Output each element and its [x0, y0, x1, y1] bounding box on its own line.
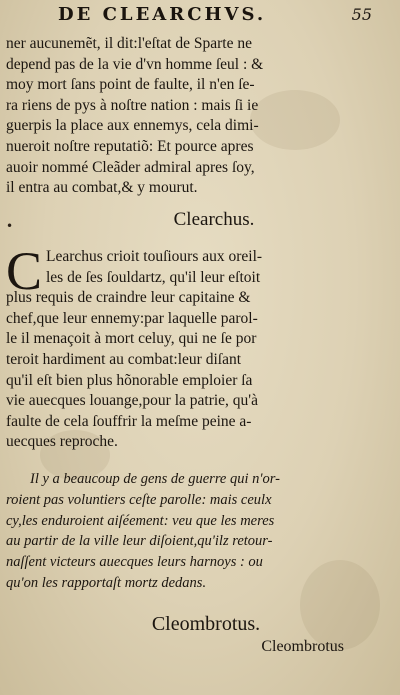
page-number: 55 [351, 5, 372, 24]
ornament-mark: • [6, 219, 14, 233]
text-line: Learchus crioit touſiours aux oreil- [46, 248, 263, 265]
text-line: roient pas voluntiers ceſte parolle: mais ceulx [6, 491, 272, 508]
drop-cap: C [6, 241, 43, 301]
text-line: vie auecques louange,pour la patrie, qu'à [6, 392, 258, 410]
text-line: auoir nommé Cleãder admiral apres ſoy, [6, 158, 255, 176]
page-header [0, 4, 400, 30]
text-line: cy,les enduroient aiſéement: veu que les meres [6, 512, 275, 529]
text-line: Il y a beaucoup de gens de guerre qui n'or- [30, 471, 280, 487]
paragraph-clearchus [6, 241, 346, 453]
running-head: DE CLEARCHVS. [58, 4, 267, 25]
text-line: plus requis de craindre leur capitaine & [6, 289, 251, 307]
text-line: qu'il eſt bien plus hõnorable emploier ſa [6, 371, 253, 389]
text-line: nueroit noſtre reputatiõ: Et pource apres [6, 137, 254, 155]
text-line: moy mort ſans point de faulte, il n'en ſe- [6, 76, 255, 94]
text-line: chef,que leur ennemy:par laquelle parol- [6, 309, 258, 327]
section-heading-clearchus: Clearchus. [173, 209, 255, 230]
catchword: Cleombrotus [261, 638, 344, 655]
text-line: depend pas de la vie d'vn homme ſeul : & [6, 55, 264, 73]
text-line: guerpis la place aux ennemys, cela dimi- [6, 117, 259, 135]
text-line: teroit hardiment au combat:leur diſant [6, 350, 242, 368]
text-line: naſſent victeurs auecques leurs harnoys : ou [6, 554, 263, 571]
paragraph-commentary-italic [6, 469, 346, 594]
text-line: le il menaçoit à mort celuy, qui ne ſe por [6, 330, 257, 348]
text-line: faulte de cela ſouffrir la meſme peine a- [6, 412, 252, 430]
section-heading-cleombrotus: Cleombrotus. [151, 613, 261, 635]
text-line: les de ſes ſouldartz, qu'il leur eſtoit [46, 268, 261, 286]
text-line: au partir de la ville leur diſoient,qu'ilz retour- [6, 533, 273, 550]
text-line: ra riens de pys à noſtre nation : mais ſi ie [6, 96, 259, 114]
text-line: qu'on les rapportaſt mortz dedans. [6, 574, 207, 591]
text-line: il entra au combat,& y mourut. [6, 179, 198, 197]
paragraph-continuation [6, 34, 346, 199]
text-line: uecques reproche. [6, 433, 118, 451]
text-line: ner aucunemẽt, il dit:l'eſtat de Sparte ne [6, 35, 252, 52]
